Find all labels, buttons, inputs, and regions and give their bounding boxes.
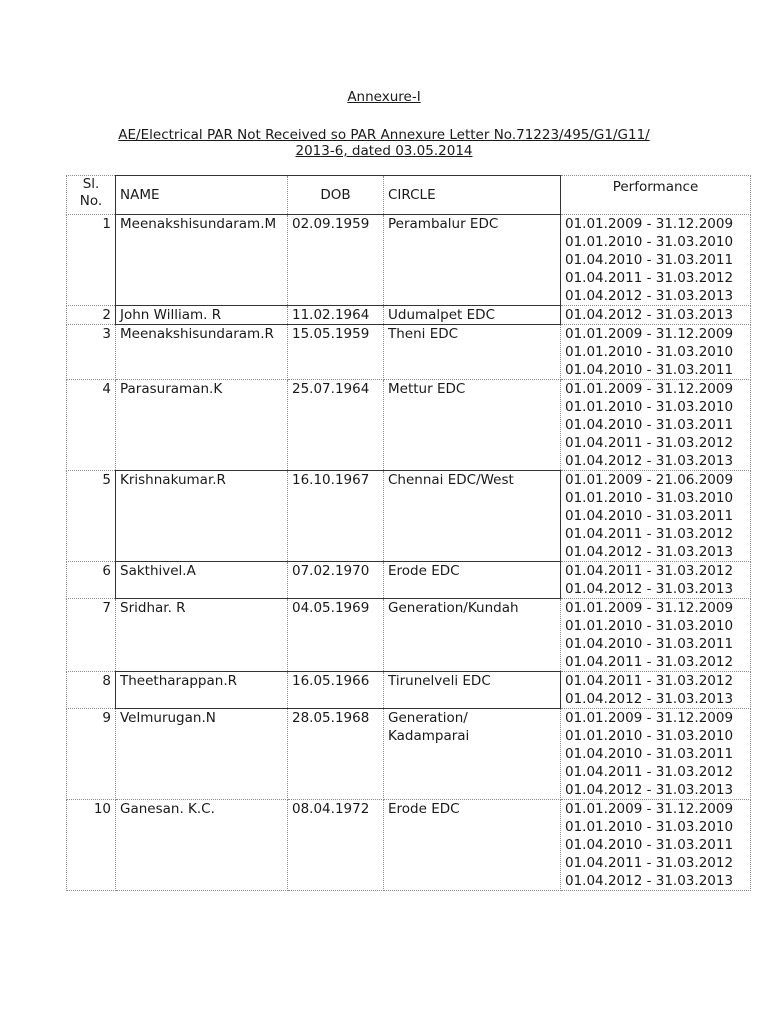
performance-period: 01.04.2012 - 31.03.2013 — [565, 581, 734, 597]
row-sl-no: 1 — [67, 215, 116, 306]
performance-period: 01.04.2010 - 31.03.2011 — [565, 837, 734, 853]
performance-period: 01.04.2012 - 31.03.2013 — [565, 691, 734, 707]
row-sl-no: 4 — [67, 380, 116, 471]
header-circle: CIRCLE — [384, 176, 561, 215]
row-name: Velmurugan.N — [116, 709, 288, 800]
performance-period: 01.04.2010 - 31.03.2011 — [565, 417, 734, 433]
letter-subtitle-line1: AE/Electrical PAR Not Received so PAR Annexure Letter No.71223/495/G1/G11/ — [118, 127, 650, 143]
performance-period: 01.01.2009 - 31.12.2009 — [565, 710, 734, 726]
row-dob: 07.02.1970 — [288, 562, 384, 599]
row-performance — [561, 599, 751, 672]
performance-period: 01.01.2009 - 31.12.2009 — [565, 381, 734, 397]
circle-line: Chennai EDC/West — [388, 472, 514, 488]
row-performance — [561, 380, 751, 471]
performance-period: 01.01.2009 - 31.12.2009 — [565, 326, 734, 342]
row-dob: 28.05.1968 — [288, 709, 384, 800]
circle-line: Udumalpet EDC — [388, 307, 495, 323]
circle-line: Generation/ — [388, 710, 468, 726]
performance-period: 01.01.2009 - 31.12.2009 — [565, 216, 734, 232]
performance-period: 01.01.2010 - 31.03.2010 — [565, 344, 734, 360]
row-name: Theetharappan.R — [116, 672, 288, 709]
row-name: Ganesan. K.C. — [116, 800, 288, 891]
table-row — [67, 471, 751, 562]
table-row — [67, 215, 751, 306]
performance-period: 01.04.2012 - 31.03.2013 — [565, 873, 734, 889]
performance-period: 01.04.2011 - 31.03.2012 — [565, 435, 734, 451]
performance-period: 01.04.2012 - 31.03.2013 — [565, 288, 734, 304]
row-circle — [384, 306, 561, 325]
row-dob: 02.09.1959 — [288, 215, 384, 306]
row-performance — [561, 562, 751, 599]
performance-period: 01.01.2010 - 31.03.2010 — [565, 234, 734, 250]
performance-period: 01.04.2010 - 31.03.2011 — [565, 252, 734, 268]
row-performance — [561, 215, 751, 306]
row-name: John William. R — [116, 306, 288, 325]
table-row — [67, 672, 751, 709]
circle-line: Tirunelveli EDC — [388, 673, 491, 689]
row-sl-no: 8 — [67, 672, 116, 709]
row-sl-no: 3 — [67, 325, 116, 380]
performance-period: 01.04.2012 - 31.03.2013 — [565, 307, 734, 323]
row-circle — [384, 471, 561, 562]
header-sl-line1: Sl. — [82, 176, 100, 192]
row-sl-no: 6 — [67, 562, 116, 599]
row-name: Meenakshisundaram.M — [116, 215, 288, 306]
row-performance — [561, 325, 751, 380]
row-dob: 08.04.1972 — [288, 800, 384, 891]
performance-period: 01.01.2009 - 31.12.2009 — [565, 600, 734, 616]
letter-subtitle-line2: 2013-6, dated 03.05.2014 — [295, 143, 473, 159]
row-performance — [561, 306, 751, 325]
row-sl-no: 10 — [67, 800, 116, 891]
performance-period: 01.01.2009 - 31.12.2009 — [565, 801, 734, 817]
table-row — [67, 325, 751, 380]
performance-period: 01.04.2011 - 31.03.2012 — [565, 526, 734, 542]
performance-period: 01.04.2011 - 31.03.2012 — [565, 654, 734, 670]
row-sl-no: 7 — [67, 599, 116, 672]
annexure-title: Annexure-I — [347, 89, 421, 105]
row-dob: 16.05.1966 — [288, 672, 384, 709]
row-name: Sridhar. R — [116, 599, 288, 672]
row-circle — [384, 562, 561, 599]
row-circle — [384, 325, 561, 380]
row-sl-no: 9 — [67, 709, 116, 800]
performance-period: 01.04.2010 - 31.03.2011 — [565, 362, 734, 378]
row-circle — [384, 672, 561, 709]
table-row — [67, 709, 751, 800]
header-dob: DOB — [288, 176, 384, 215]
performance-period: 01.04.2010 - 31.03.2011 — [565, 508, 734, 524]
table-row — [67, 800, 751, 891]
performance-period: 01.01.2010 - 31.03.2010 — [565, 490, 734, 506]
performance-period: 01.04.2012 - 31.03.2013 — [565, 544, 734, 560]
row-name: Parasuraman.K — [116, 380, 288, 471]
performance-period: 01.01.2009 - 21.06.2009 — [565, 472, 734, 488]
circle-line: Theni EDC — [388, 326, 459, 342]
circle-line: Kadamparai — [388, 728, 470, 744]
performance-period: 01.04.2011 - 31.03.2012 — [565, 673, 734, 689]
performance-period: 01.04.2010 - 31.03.2011 — [565, 636, 734, 652]
performance-period: 01.04.2011 - 31.03.2012 — [565, 563, 734, 579]
circle-line: Mettur EDC — [388, 381, 466, 397]
row-circle — [384, 709, 561, 800]
circle-line: Generation/Kundah — [388, 600, 519, 616]
performance-period: 01.04.2010 - 31.03.2011 — [565, 746, 734, 762]
row-sl-no: 2 — [67, 306, 116, 325]
performance-period: 01.04.2012 - 31.03.2013 — [565, 453, 734, 469]
row-dob: 11.02.1964 — [288, 306, 384, 325]
table-row — [67, 562, 751, 599]
row-performance — [561, 800, 751, 891]
row-name: Meenakshisundaram.R — [116, 325, 288, 380]
performance-period: 01.01.2010 - 31.03.2010 — [565, 618, 734, 634]
row-dob: 25.07.1964 — [288, 380, 384, 471]
row-circle — [384, 215, 561, 306]
row-dob: 04.05.1969 — [288, 599, 384, 672]
performance-period: 01.04.2011 - 31.03.2012 — [565, 764, 734, 780]
table-row — [67, 380, 751, 471]
header-sl-line2: No. — [79, 193, 103, 209]
performance-period: 01.04.2011 - 31.03.2012 — [565, 270, 734, 286]
performance-period: 01.01.2010 - 31.03.2010 — [565, 399, 734, 415]
performance-period: 01.01.2010 - 31.03.2010 — [565, 819, 734, 835]
performance-period: 01.01.2010 - 31.03.2010 — [565, 728, 734, 744]
header-sl-no — [67, 176, 116, 215]
row-circle — [384, 599, 561, 672]
row-performance — [561, 709, 751, 800]
performance-period: 01.04.2012 - 31.03.2013 — [565, 782, 734, 798]
row-circle — [384, 800, 561, 891]
header-performance: Performance — [561, 176, 751, 215]
row-performance — [561, 471, 751, 562]
row-sl-no: 5 — [67, 471, 116, 562]
row-circle — [384, 380, 561, 471]
par-annexure-table — [66, 175, 751, 891]
header-name: NAME — [116, 176, 288, 215]
circle-line: Perambalur EDC — [388, 216, 499, 232]
circle-line: Erode EDC — [388, 801, 460, 817]
row-performance — [561, 672, 751, 709]
row-dob: 16.10.1967 — [288, 471, 384, 562]
row-name: Krishnakumar.R — [116, 471, 288, 562]
row-name: Sakthivel.A — [116, 562, 288, 599]
performance-period: 01.04.2011 - 31.03.2012 — [565, 855, 734, 871]
table-row — [67, 306, 751, 325]
table-header-row — [67, 176, 751, 215]
row-dob: 15.05.1959 — [288, 325, 384, 380]
circle-line: Erode EDC — [388, 563, 460, 579]
table-row — [67, 599, 751, 672]
